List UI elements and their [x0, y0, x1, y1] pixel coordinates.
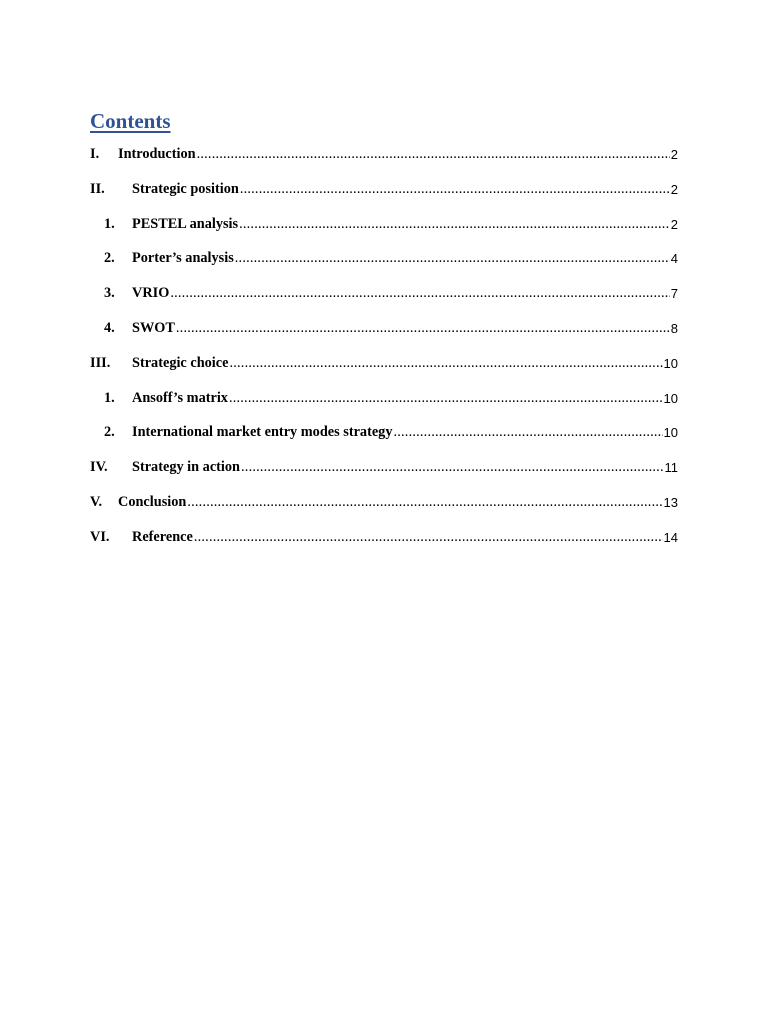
toc-entry-swot[interactable] [90, 318, 678, 353]
toc-entry-conclusion[interactable] [90, 492, 678, 527]
toc-entry-pestel-analysis[interactable] [90, 214, 678, 249]
toc-entry-label: SWOT [132, 319, 175, 336]
toc-dot-leader [229, 353, 662, 373]
toc-entry-page: 10 [663, 355, 678, 371]
toc-entry-page: 4 [670, 251, 678, 267]
toc-entry-number: 1. [104, 215, 115, 232]
toc-title: Contents [90, 109, 171, 133]
toc-entry-label: VRIO [132, 285, 170, 302]
toc-entry-vrio[interactable] [90, 283, 678, 318]
toc-entry-page: 2 [670, 181, 678, 197]
toc-entry-label: Porter’s analysis [132, 250, 234, 267]
toc-entry-page: 14 [663, 529, 678, 545]
toc-dot-leader [197, 144, 670, 164]
toc-entry-number: II. [90, 180, 105, 197]
toc-entry-international-market-entry[interactable] [90, 422, 678, 457]
toc-dot-leader [393, 422, 662, 442]
toc-entry-label: Reference [132, 528, 193, 545]
toc-entry-introduction[interactable] [90, 144, 678, 179]
toc-dot-leader [240, 179, 670, 199]
toc-entry-page: 8 [670, 320, 678, 336]
toc-entry-page: 2 [670, 216, 678, 232]
toc-entry-label: PESTEL analysis [132, 215, 239, 232]
toc-dot-leader [239, 214, 670, 234]
toc-entry-label: Ansoff’s matrix [132, 389, 228, 406]
table-of-contents [90, 144, 678, 562]
toc-entry-label: Strategic position [132, 180, 239, 197]
toc-dot-leader [229, 388, 663, 408]
toc-dot-leader [187, 492, 662, 512]
toc-entry-label: International market entry modes strategy [132, 424, 393, 441]
toc-dot-leader [170, 283, 669, 303]
toc-entry-label: Strategic choice [132, 354, 229, 371]
toc-entry-label: Strategy in action [132, 459, 241, 476]
toc-entry-page: 2 [670, 147, 678, 162]
toc-entry-strategy-in-action[interactable] [90, 457, 678, 492]
toc-entry-strategic-choice[interactable] [90, 353, 678, 388]
toc-dot-leader [194, 527, 663, 547]
toc-dot-leader [235, 248, 670, 268]
toc-entry-strategic-position[interactable] [90, 179, 678, 214]
toc-entry-page: 13 [663, 494, 678, 510]
toc-entry-porters-analysis[interactable] [90, 248, 678, 283]
toc-entry-ansoffs-matrix[interactable] [90, 388, 678, 423]
toc-entry-number: IV. [90, 459, 108, 476]
toc-entry-number: VI. [90, 528, 110, 545]
toc-entry-number: V. [90, 493, 103, 510]
toc-dot-leader [241, 457, 663, 477]
toc-entry-number: 3. [104, 285, 115, 302]
toc-entry-page: 10 [663, 390, 678, 406]
toc-entry-page: 10 [663, 425, 678, 441]
toc-entry-page: 11 [664, 460, 678, 476]
toc-entry-number: 1. [104, 389, 115, 406]
toc-entry-number: 4. [104, 319, 115, 336]
toc-entry-number: 2. [104, 424, 115, 441]
toc-dot-leader [176, 318, 670, 338]
toc-entry-reference[interactable] [90, 527, 678, 562]
toc-entry-number: I. [90, 146, 100, 162]
toc-entry-number: 2. [104, 250, 115, 267]
toc-entry-label: Introduction [118, 146, 196, 162]
toc-entry-number: III. [90, 354, 111, 371]
toc-entry-label: Conclusion [118, 493, 187, 510]
toc-entry-page: 7 [670, 286, 678, 302]
